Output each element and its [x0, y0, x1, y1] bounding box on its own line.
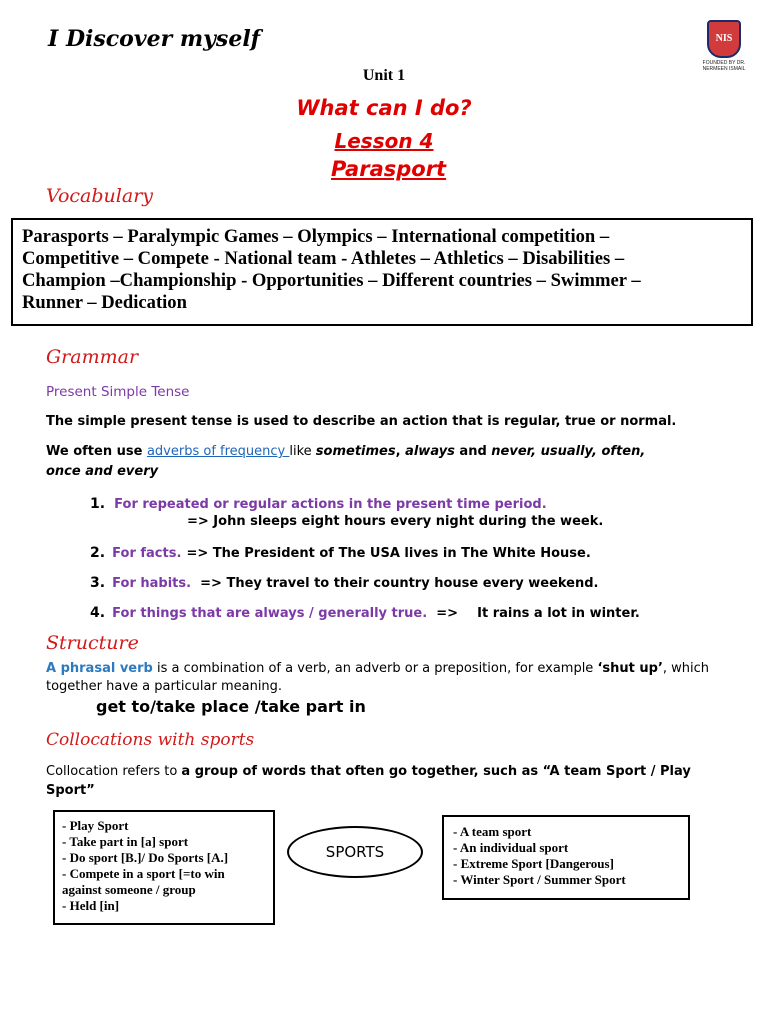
grammar-use-2: [90, 542, 591, 561]
school-logo: [700, 20, 748, 72]
page-title: I Discover myself: [48, 26, 261, 52]
collocation-item: - Compete in a sport [=to win: [62, 866, 225, 881]
collocation-intro-line-2: Sport”: [46, 783, 95, 798]
adverbs-line-2: once and every: [46, 464, 159, 479]
use-example: => The President of The USA lives in The White House.: [186, 546, 591, 561]
sport-type-item: - Extreme Sport [Dangerous]: [453, 856, 614, 871]
adverb-always: always: [405, 444, 455, 459]
use-number: 4.: [90, 605, 106, 621]
use-number: 3.: [90, 575, 106, 591]
grammar-use-3: [90, 572, 599, 591]
vocabulary-box: [11, 218, 753, 326]
sport-type-item: - Winter Sport / Summer Sport: [453, 872, 626, 887]
collocation-item: - Take part in [a] sport: [62, 834, 189, 849]
grammar-subheading: Present Simple Tense: [46, 384, 190, 400]
grammar-heading: Grammar: [46, 346, 139, 368]
vocabulary-line: Runner – Dedication: [22, 292, 187, 313]
phrasal-verb-examples: get to/take place /take part in: [96, 697, 366, 716]
phrasal-verb-def-b: , which: [662, 661, 710, 676]
grammar-use-1: [90, 493, 547, 512]
logo-shield-icon: NIS: [707, 20, 741, 58]
phrasal-verb-def-a: is a combination of a verb, an adverb or a preposition, for example: [152, 661, 598, 676]
use-number: 1.: [90, 496, 106, 512]
adverbs-comma: ,: [395, 444, 406, 459]
collocation-item: - Held [in]: [62, 898, 120, 913]
phrasal-verb-def-line-2: together have a particular meaning.: [46, 679, 283, 694]
use-label: For habits.: [112, 576, 192, 591]
collocation-item: - Play Sport: [62, 818, 129, 833]
adverbs-and: and: [454, 444, 492, 459]
collocation-item: - Do sport [B.]/ Do Sports [A.]: [62, 850, 229, 865]
grammar-definition: The simple present tense is used to describe an action that is regular, true or normal.: [46, 414, 677, 429]
vocabulary-line: Competitive – Compete - National team - Athletes – Athletics – Disabilities –: [22, 248, 625, 269]
collocation-intro-b: a group of words that often go together, such as “A team Sport / Play: [181, 764, 691, 779]
lesson-topic: Parasport: [331, 157, 447, 181]
use-label: For things that are always / generally true.: [112, 606, 428, 621]
adverbs-line: [46, 444, 645, 459]
collocation-intro-a: Collocation refers to: [46, 764, 182, 779]
use-label: For facts.: [112, 546, 182, 561]
adverb-list: never, usually, often,: [491, 444, 646, 459]
grammar-use-4: [90, 602, 640, 621]
use-example: => They travel to their country house every weekend.: [200, 576, 599, 591]
vocabulary-line: Parasports – Paralympic Games – Olympics – International competition –: [22, 226, 610, 247]
sport-type-item: - A team sport: [453, 824, 532, 839]
phrasal-verb-example: ‘shut up’: [597, 661, 663, 676]
adverb-sometimes: sometimes: [315, 444, 396, 459]
sport-type-item: - An individual sport: [453, 840, 569, 855]
collocations-heading: Collocations with sports: [46, 730, 255, 750]
structure-heading: Structure: [46, 632, 139, 654]
sport-types-box: [442, 815, 690, 900]
phrasal-verb-term: A phrasal verb: [46, 661, 153, 676]
adverbs-of-frequency-link[interactable]: adverbs of frequency: [146, 444, 290, 459]
lesson-label: Lesson 4: [334, 129, 434, 153]
sports-ellipse: SPORTS: [287, 826, 423, 878]
vocabulary-heading: Vocabulary: [46, 185, 154, 207]
logo-caption: FOUNDED BY DR. NERMEEN ISMAIL: [702, 60, 746, 72]
unit-question: What can I do?: [296, 96, 472, 120]
use-arrow: =>: [436, 606, 459, 621]
use-label: For repeated or regular actions in the present time period.: [114, 497, 547, 512]
collocation-intro: [46, 764, 691, 779]
vocabulary-line: Champion –Championship - Opportunities – Different countries – Swimmer –: [22, 270, 641, 291]
phrasal-verb-definition: [46, 661, 709, 676]
verb-collocations-box: [53, 810, 275, 925]
unit-label: Unit 1: [362, 67, 406, 84]
use-example: It rains a lot in winter.: [477, 606, 640, 621]
collocation-item: against someone / group: [62, 882, 196, 897]
adverbs-pre: We often use: [46, 444, 147, 459]
use-example: => John sleeps eight hours every night during the week.: [187, 514, 604, 529]
adverbs-mid: like: [289, 444, 316, 459]
use-number: 2.: [90, 545, 106, 561]
